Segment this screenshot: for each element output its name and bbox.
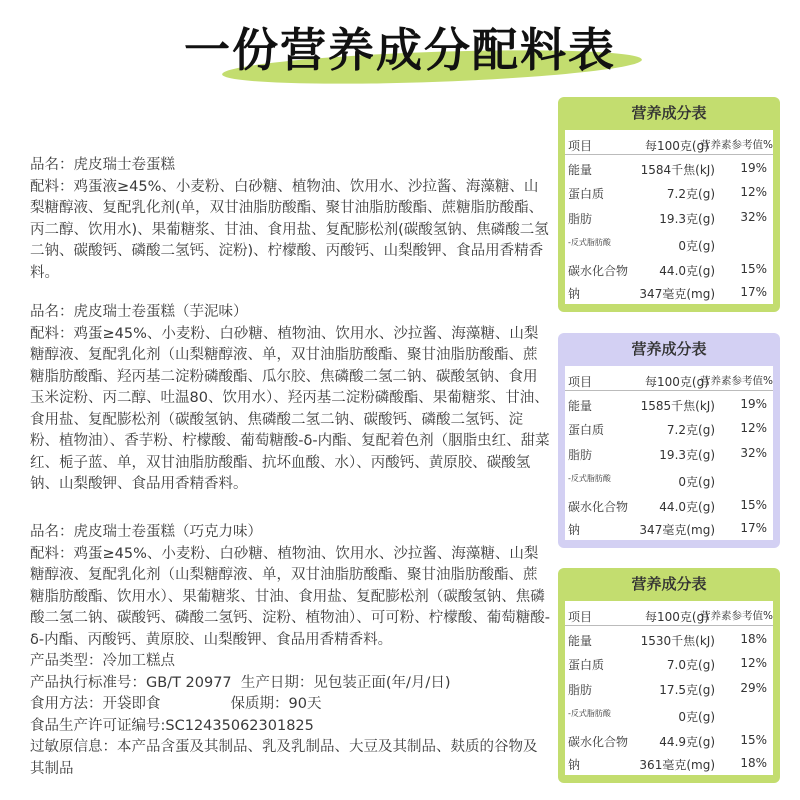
nutrient-amount: 0 bbox=[678, 710, 687, 724]
ingredients-block-original bbox=[30, 155, 550, 284]
nutrient-unit: 克(g) bbox=[686, 239, 715, 253]
nutrient-unit: 克(g) bbox=[686, 187, 715, 201]
page-header bbox=[0, 0, 800, 100]
nutrient-name: 蛋白质 bbox=[568, 423, 605, 437]
nutrient-amount: 44.0 bbox=[659, 500, 687, 514]
ingredient-list: 鸡蛋≥45%、小麦粉、白砂糖、植物油、饮用水、沙拉酱、海藻糖、山梨糖醇液、复配乳化剂（山梨糖醇液、单，双甘油脂肪酸酯、聚甘油脂肪酸酯、蔗糖脂肪酸酯、饮用水）、果葡糖浆、甘油、食用盐、复配膨松剂（碳酸氢钠、焦磷酸二氢二钠、碳酸钙、磷酸二氢钙、淀粉、植物油）、可可粉、柠檬酸、葡萄糖酸-δ-内酯、丙酸钙、黄原胶、山梨酸钾、食品用香精香料。 bbox=[30, 545, 550, 648]
nutrient-nrv: 15% bbox=[740, 262, 767, 276]
nutrient-nrv: 15% bbox=[740, 733, 767, 747]
nutrient-value bbox=[678, 473, 715, 490]
nutrient-amount: 19.3 bbox=[659, 212, 687, 226]
ingredient-list-line: 配料：鸡蛋液≥45%、小麦粉、白砂糖、植物油、饮用水、沙拉酱、海藻糖、山梨糖醇液、复配乳化剂(单，双甘油脂肪酸酯、聚甘油脂肪酸酯、蔗糖脂肪酸酯、丙二醇、饮用水)、果葡糖浆、甘油、食用盐、复配膨松剂(碳酸氢钠、焦磷酸二氢二钠、碳酸钙、磷酸二氢钙、淀粉)、柠檬酸、丙酸钙、山梨酸钾、食品用香精香料。 bbox=[30, 178, 549, 281]
nutrient-amount: 0 bbox=[678, 475, 687, 489]
nutrient-amount: 347 bbox=[639, 287, 663, 301]
nutrient-name: 脂肪 bbox=[568, 212, 593, 226]
header-nrv: 营养素参考值% bbox=[700, 139, 773, 151]
nutrient-value bbox=[641, 397, 715, 414]
nutrient-amount: 1530 bbox=[640, 634, 672, 648]
nutrient-amount: 17.5 bbox=[659, 683, 687, 697]
nutrient-name: -反式脂肪酸 bbox=[568, 238, 611, 247]
nutrient-name: 能量 bbox=[568, 634, 593, 648]
nutrition-table-title: 营养成分表 bbox=[631, 340, 707, 358]
nutrient-unit: 克(g) bbox=[686, 500, 715, 514]
header-per100g: 每100克(g) bbox=[645, 375, 709, 389]
nutrient-unit: 千焦(kJ) bbox=[671, 634, 715, 648]
nutrient-nrv: 19% bbox=[740, 397, 767, 411]
nutrient-value bbox=[659, 210, 715, 227]
header-per100g: 每100克(g) bbox=[645, 610, 709, 624]
header-nrv: 营养素参考值% bbox=[700, 610, 773, 622]
nutrient-nrv: 32% bbox=[740, 446, 767, 460]
nutrition-table-chocolate bbox=[558, 568, 780, 783]
nutrient-unit: 克(g) bbox=[686, 735, 715, 749]
nutrient-name: 碳水化合物 bbox=[568, 500, 629, 514]
header-per100g: 每100克(g) bbox=[645, 139, 709, 153]
nutrient-amount: 44.0 bbox=[659, 264, 687, 278]
nutrient-value bbox=[659, 498, 715, 515]
nutrient-name: 脂肪 bbox=[568, 448, 593, 462]
nutrient-nrv: 18% bbox=[740, 632, 767, 646]
nutrient-nrv: 18% bbox=[740, 756, 767, 770]
nutrient-nrv: 15% bbox=[740, 498, 767, 512]
nutrient-value bbox=[667, 656, 715, 673]
nutrition-table-title: 营养成分表 bbox=[631, 575, 707, 593]
nutrient-unit: 克(g) bbox=[686, 683, 715, 697]
nutrient-nrv: 17% bbox=[740, 285, 767, 299]
header-divider bbox=[565, 625, 773, 626]
product-name: 虎皮瑞士卷蛋糕（巧克力味） bbox=[73, 524, 262, 540]
shelf-life: 90天 bbox=[288, 696, 322, 712]
nutrient-name: 脂肪 bbox=[568, 683, 593, 697]
nutrient-name: 钠 bbox=[568, 758, 581, 772]
ingredient-list: 鸡蛋≥45%、小麦粉、白砂糖、植物油、饮用水、沙拉酱、海藻糖、山梨糖醇液、复配乳化剂（山梨糖醇液、单，双甘油脂肪酸酯、聚甘油脂肪酸酯、蔗糖脂肪酸酯、羟丙基二淀粉磷酸酯、瓜尔胶、焦磷酸二氢二钠、碳酸氢钠、食用玉米淀粉、丙二醇、吐温80、饮用水）、羟丙基二淀粉磷酸酯、果葡糖浆、甘油、食用盐、复配膨松剂（碳酸氢钠、焦磷酸二氢二钠、碳酸钙、磷酸二氢钙、淀粉、植物油）、香芋粉、柠檬酸、葡萄糖酸-δ-内酯、复配着色剂（胭脂虫红、甜菜红、栀子蓝、单，双甘油脂肪酸酯、抗坏血酸、水）、丙酸钙、黄原胶、碳酸氢钠、山梨酸钾、食品用香精香料。 bbox=[30, 325, 550, 492]
production-date: 见包装正面(年/月/日) bbox=[313, 674, 451, 691]
nutrient-name: 钠 bbox=[568, 523, 581, 537]
product-name-line: 品名：虎皮瑞士卷蛋糕（芋泥味） bbox=[30, 304, 248, 320]
product-type: 冷加工糕点 bbox=[102, 653, 175, 669]
ingredient-list-line: 配料：鸡蛋≥45%、小麦粉、白砂糖、植物油、饮用水、沙拉酱、海藻糖、山梨糖醇液、复配乳化剂（山梨糖醇液、单，双甘油脂肪酸酯、聚甘油脂肪酸酯、蔗糖脂肪酸酯、饮用水）、果葡糖浆、甘油、食用盐、复配膨松剂（碳酸氢钠、焦磷酸二氢二钠、碳酸钙、磷酸二氢钙、淀粉、植物油）、可可粉、柠檬酸、葡萄糖酸-δ-内酯、丙酸钙、黄原胶、山梨酸钾、食品用香精香料。 bbox=[30, 545, 550, 648]
nutrient-value bbox=[659, 446, 715, 463]
nutrient-value bbox=[659, 733, 715, 750]
ingredient-list-line: 配料：鸡蛋≥45%、小麦粉、白砂糖、植物油、饮用水、沙拉酱、海藻糖、山梨糖醇液、复配乳化剂（山梨糖醇液、单，双甘油脂肪酸酯、聚甘油脂肪酸酯、蔗糖脂肪酸酯、羟丙基二淀粉磷酸酯、瓜尔胶、焦磷酸二氢二钠、碳酸氢钠、食用玉米淀粉、丙二醇、吐温80、饮用水）、羟丙基二淀粉磷酸酯、果葡糖浆、甘油、食用盐、复配膨松剂（碳酸氢钠、焦磷酸二氢二钠、碳酸钙、磷酸二氢钙、淀粉、植物油）、香芋粉、柠檬酸、葡萄糖酸-δ-内酯、复配着色剂（胭脂虫红、甜菜红、栀子蓝、单，双甘油脂肪酸酯、抗坏血酸、水）、丙酸钙、黄原胶、碳酸氢钠、山梨酸钾、食品用香精香料。 bbox=[30, 325, 550, 492]
nutrient-amount: 0 bbox=[678, 239, 687, 253]
nutrient-unit: 克(g) bbox=[686, 264, 715, 278]
nutrient-name: 能量 bbox=[568, 399, 593, 413]
allergen-info: 本产品含蛋及其制品、乳及乳制品、大豆及其制品、麸质的谷物及其制品 bbox=[30, 739, 538, 777]
nutrient-nrv: 19% bbox=[740, 161, 767, 175]
header-divider bbox=[565, 154, 773, 155]
product-name: 虎皮瑞士卷蛋糕（芋泥味） bbox=[73, 304, 248, 320]
ingredients-block-taro bbox=[30, 302, 550, 496]
license-number: SC12435062301825 bbox=[165, 717, 314, 734]
nutrient-nrv: 12% bbox=[740, 656, 767, 670]
nutrient-unit: 毫克(mg) bbox=[662, 523, 715, 537]
nutrient-name: 钠 bbox=[568, 287, 581, 301]
nutrient-unit: 克(g) bbox=[686, 710, 715, 724]
nutrient-name: 蛋白质 bbox=[568, 658, 605, 672]
ingredients-block-chocolate bbox=[30, 522, 550, 780]
nutrient-amount: 7.2 bbox=[666, 187, 687, 201]
standard-date-line: 产品执行标准号：GB/T 20977 生产日期：见包装正面(年/月/日) bbox=[30, 674, 451, 691]
nutrient-value bbox=[639, 521, 715, 538]
nutrient-name: -反式脂肪酸 bbox=[568, 474, 611, 483]
nutrient-unit: 克(g) bbox=[686, 423, 715, 437]
nutrient-amount: 7.0 bbox=[666, 658, 687, 672]
allergen-line: 过敏原信息：本产品含蛋及其制品、乳及乳制品、大豆及其制品、麸质的谷物及其制品 bbox=[30, 739, 538, 777]
nutrient-value bbox=[667, 185, 715, 202]
nutrient-value bbox=[678, 708, 715, 725]
ingredient-list: 鸡蛋液≥45%、小麦粉、白砂糖、植物油、饮用水、沙拉酱、海藻糖、山梨糖醇液、复配乳化剂(单，双甘油脂肪酸酯、聚甘油脂肪酸酯、蔗糖脂肪酸酯、丙二醇、饮用水)、果葡糖浆、甘油、食用盐、复配膨松剂(碳酸氢钠、焦磷酸二氢二钠、碳酸钙、磷酸二氢钙、淀粉)、柠檬酸、丙酸钙、山梨酸钾、食品用香精香料。 bbox=[30, 178, 549, 281]
product-name-line: 品名：虎皮瑞士卷蛋糕 bbox=[30, 157, 175, 173]
nutrient-unit: 千焦(kJ) bbox=[671, 399, 715, 413]
nutrient-value bbox=[659, 262, 715, 279]
nutrient-nrv: 17% bbox=[740, 521, 767, 535]
nutrient-amount: 1584 bbox=[640, 163, 672, 177]
nutrition-table-taro bbox=[558, 333, 780, 548]
nutrient-unit: 克(g) bbox=[686, 475, 715, 489]
nutrient-amount: 7.2 bbox=[666, 423, 687, 437]
nutrient-nrv: 12% bbox=[740, 421, 767, 435]
usage-shelf-line: 食用方法：开袋即食 保质期：90天 bbox=[30, 696, 322, 712]
nutrition-table-body bbox=[565, 366, 773, 540]
nutrient-unit: 克(g) bbox=[686, 448, 715, 462]
nutrient-amount: 347 bbox=[639, 523, 663, 537]
header-item: 项目 bbox=[568, 139, 593, 153]
nutrient-amount: 1585 bbox=[640, 399, 672, 413]
nutrient-unit: 克(g) bbox=[686, 212, 715, 226]
nutrition-table-title: 营养成分表 bbox=[631, 104, 707, 122]
nutrient-value bbox=[659, 681, 715, 698]
nutrient-name: 碳水化合物 bbox=[568, 735, 629, 749]
nutrient-value bbox=[667, 421, 715, 438]
nutrition-table-body bbox=[565, 601, 773, 775]
nutrient-unit: 千焦(kJ) bbox=[671, 163, 715, 177]
header-nrv: 营养素参考值% bbox=[700, 375, 773, 387]
product-name-line: 品名：虎皮瑞士卷蛋糕（巧克力味） bbox=[30, 524, 262, 540]
nutrient-value bbox=[641, 161, 715, 178]
nutrient-name: 能量 bbox=[568, 163, 593, 177]
page-title: 一份营养成分配料表 bbox=[184, 23, 616, 77]
nutrition-table-body bbox=[565, 130, 773, 304]
nutrient-nrv: 12% bbox=[740, 185, 767, 199]
license-line: 食品生产许可证编号:SC12435062301825 bbox=[30, 717, 314, 734]
nutrient-value bbox=[639, 285, 715, 302]
nutrient-unit: 克(g) bbox=[686, 658, 715, 672]
nutrient-amount: 361 bbox=[639, 758, 663, 772]
header-item: 项目 bbox=[568, 610, 593, 624]
nutrient-amount: 44.9 bbox=[659, 735, 687, 749]
usage-method: 开袋即食 bbox=[102, 696, 161, 712]
nutrient-name: 碳水化合物 bbox=[568, 264, 629, 278]
nutrient-amount: 19.3 bbox=[659, 448, 687, 462]
product-standard: GB/T 20977 bbox=[146, 674, 232, 691]
nutrient-name: -反式脂肪酸 bbox=[568, 709, 611, 718]
header-item: 项目 bbox=[568, 375, 593, 389]
product-type-line: 产品类型：冷加工糕点 bbox=[30, 653, 175, 669]
nutrient-nrv: 32% bbox=[740, 210, 767, 224]
nutrient-value bbox=[641, 632, 715, 649]
nutrition-table-original bbox=[558, 97, 780, 312]
nutrient-unit: 毫克(mg) bbox=[662, 287, 715, 301]
nutrient-value bbox=[639, 756, 715, 773]
nutrient-value bbox=[678, 237, 715, 254]
nutrient-nrv: 29% bbox=[740, 681, 767, 695]
nutrient-name: 蛋白质 bbox=[568, 187, 605, 201]
nutrient-unit: 毫克(mg) bbox=[662, 758, 715, 772]
product-name: 虎皮瑞士卷蛋糕 bbox=[73, 157, 175, 173]
header-divider bbox=[565, 390, 773, 391]
